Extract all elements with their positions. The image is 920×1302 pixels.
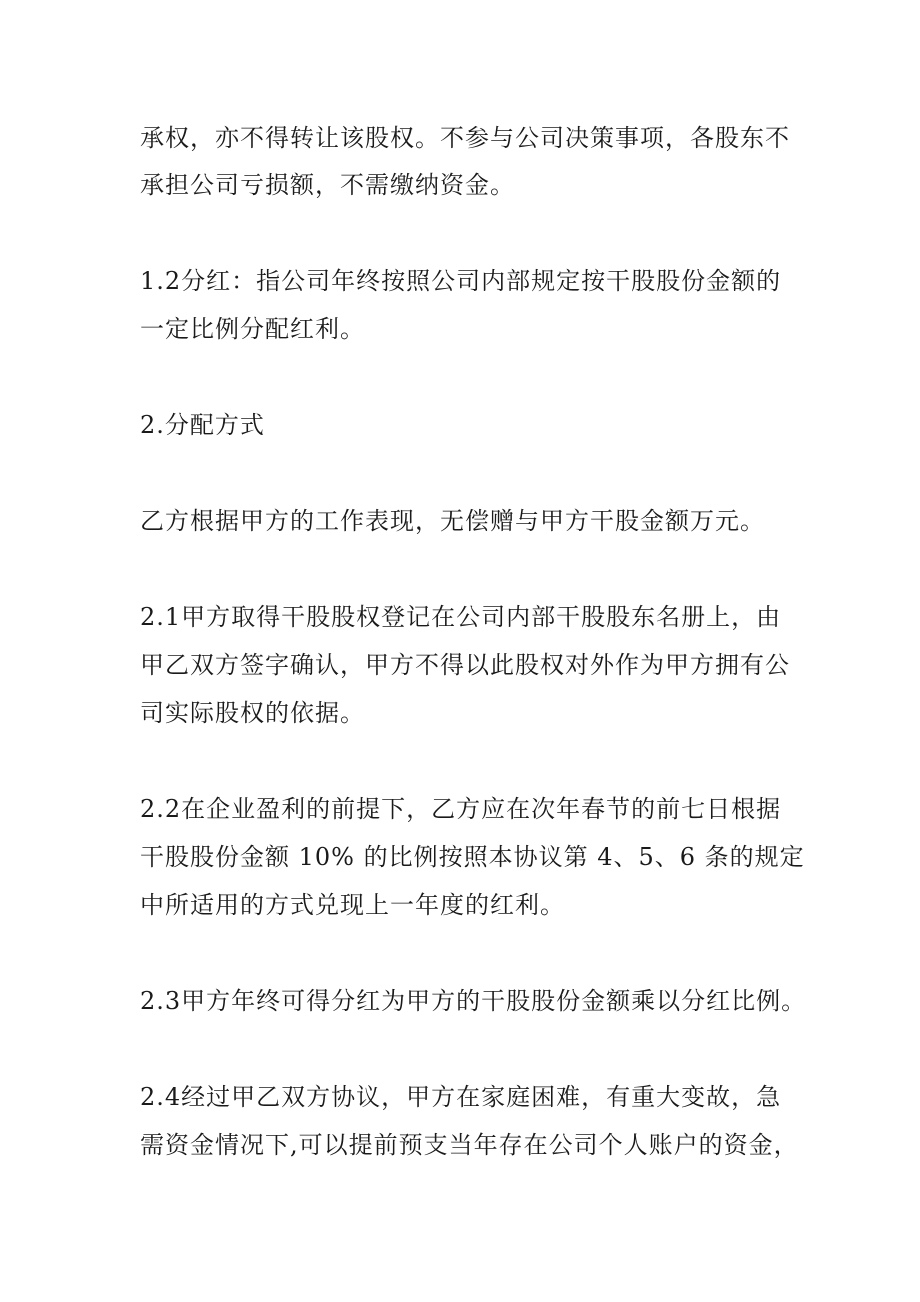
paragraph-line: 司实际股权的依据。 <box>140 699 365 727</box>
paragraph-line: 承担公司亏损额，不需缴纳资金。 <box>140 171 515 199</box>
paragraph-line: 甲乙双方签字确认，甲方不得以此股权对外作为甲方拥有公 <box>140 651 790 679</box>
section-heading: 2.分配方式 <box>140 411 265 439</box>
paragraph-line: 2.1甲方取得干股股权登记在公司内部干股股东名册上，由 <box>140 603 782 631</box>
paragraph-line: 2.2在企业盈利的前提下，乙方应在次年春节的前七日根据 <box>140 795 782 823</box>
paragraph-line: 1.2分红：指公司年终按照公司内部规定按干股股份金额的 <box>140 267 782 295</box>
paragraph-line: 需资金情况下,可以提前预支当年存在公司个人账户的资金， <box>140 1131 799 1159</box>
paragraph-line: 一定比例分配红利。 <box>140 315 365 343</box>
paragraph-line: 干股股份金额 10% 的比例按照本协议第 4、5、6 条的规定 <box>140 843 805 871</box>
paragraph-line: 中所适用的方式兑现上一年度的红利。 <box>140 891 565 919</box>
paragraph-line: 乙方根据甲方的工作表现，无偿赠与甲方干股金额万元。 <box>140 507 765 535</box>
paragraph-line: 承权，亦不得转让该股权。不参与公司决策事项，各股东不 <box>140 124 790 152</box>
paragraph-line: 2.4经过甲乙双方协议，甲方在家庭困难，有重大变故，急 <box>140 1083 782 1111</box>
paragraph-line: 2.3甲方年终可得分红为甲方的干股股份金额乘以分红比例。 <box>140 987 807 1015</box>
